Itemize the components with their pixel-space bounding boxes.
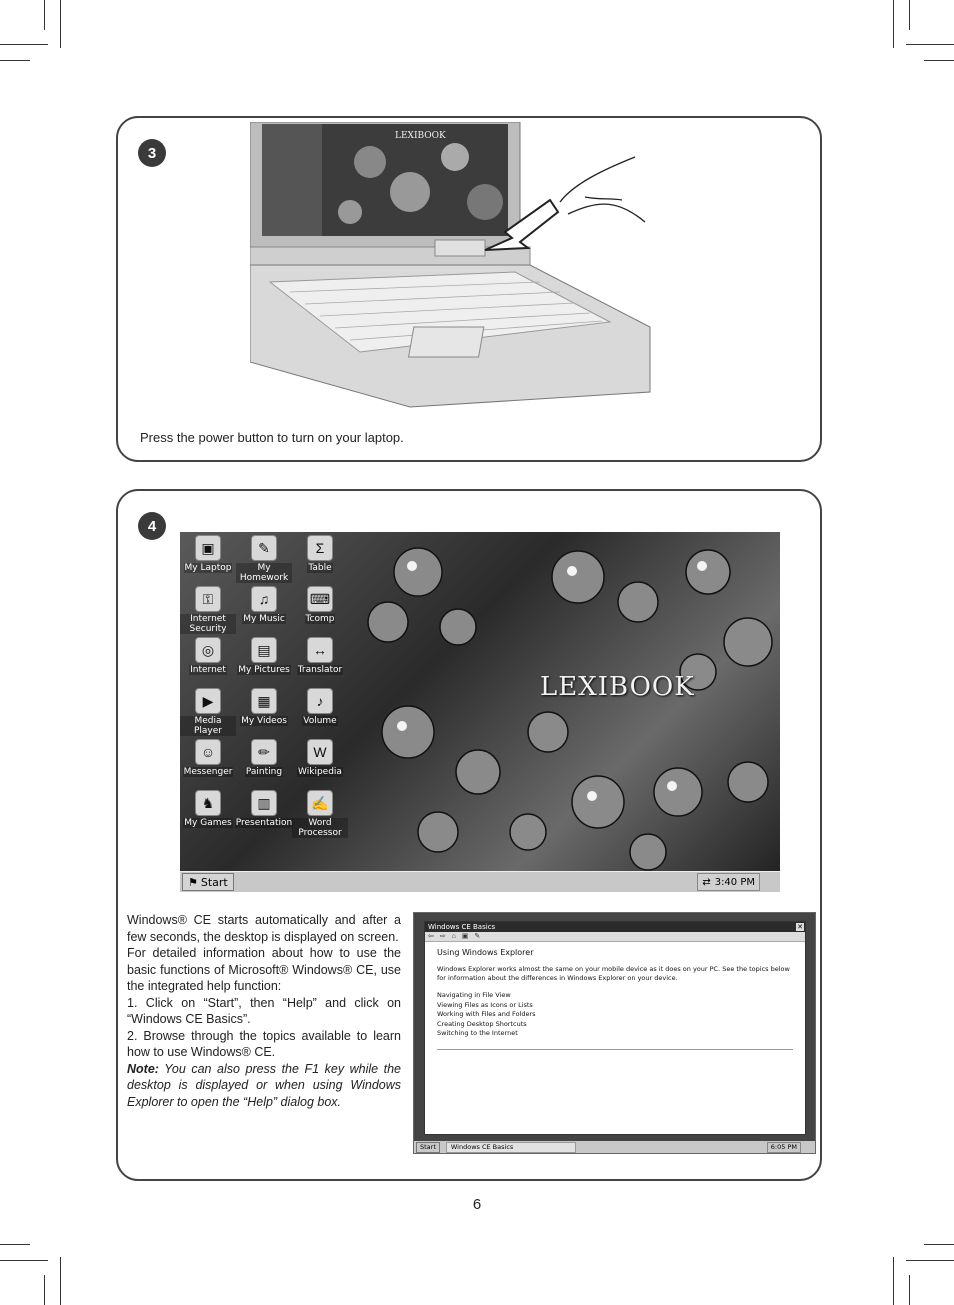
help-link[interactable]: Creating Desktop Shortcuts [437, 1019, 527, 1028]
desktop-icon-label: Presentation [235, 818, 293, 828]
music-icon: ♫ [251, 586, 277, 612]
crop-mark [0, 1260, 48, 1261]
help-intro: Windows Explorer works almost the same on your mobile device as it does on your PC. See the topics below for information about the differences in Windows Explorer on your device. [437, 965, 790, 982]
desktop-icon[interactable] [292, 532, 348, 583]
help-window [424, 921, 806, 1135]
brush-icon: ✏ [251, 739, 277, 765]
desktop-icon-label: Translator [297, 665, 343, 675]
translator-icon: ↔ [307, 637, 333, 663]
desktop-icon[interactable] [236, 634, 292, 685]
wikipedia-icon: W [307, 739, 333, 765]
paragraph: For detailed information about how to use the basic functions of Microsoft® Windows® CE, use the integrated help function: [127, 946, 401, 993]
help-window-titlebar [425, 922, 805, 932]
speaker-icon: ♪ [307, 688, 333, 714]
laptop-screen-brand: LEXIBOOK [395, 131, 446, 141]
desktop-icon-label: Messenger [183, 767, 233, 777]
desktop-icon-label: Internet Security [180, 614, 236, 634]
help-links [437, 991, 793, 1039]
help-taskbar [414, 1141, 815, 1153]
crop-mark [0, 60, 30, 61]
desktop-icon-label: Wikipedia [298, 767, 342, 777]
desktop-icon[interactable] [236, 736, 292, 787]
desktop-brand-logo: LEXIBOOK [540, 672, 695, 702]
desktop-icon[interactable] [292, 634, 348, 685]
page-number: 6 [472, 1196, 482, 1213]
desktop-screenshot [180, 532, 780, 892]
desktop-icon-label: Internet [190, 665, 226, 675]
paragraph: Windows® CE starts automatically and after a few seconds, the desktop is displayed on screen. [127, 913, 401, 944]
desktop-icon-label: My Pictures [238, 665, 290, 675]
crop-mark [909, 0, 910, 30]
desktop-icon-label: My Music [243, 614, 285, 624]
desktop-icon[interactable] [180, 787, 236, 838]
desktop-icon[interactable] [236, 583, 292, 634]
table-icon: Σ [307, 535, 333, 561]
desktop-icon-grid [180, 532, 348, 862]
step-4-panel [116, 489, 822, 1181]
clock: 3:40 PM [714, 876, 755, 888]
help-link[interactable]: Viewing Files as Icons or Lists [437, 1000, 533, 1009]
desktop-icon[interactable] [292, 787, 348, 838]
help-clock: 6:05 PM [767, 1142, 801, 1153]
note-label: Note: [127, 1061, 159, 1076]
note-text: You can also press the F1 key while the desktop is displayed or when using Windows Explorer to open the “Help” dialog box. [127, 1061, 401, 1109]
power-button-area [435, 240, 485, 256]
pictures-icon: ▤ [251, 637, 277, 663]
desktop-icon-label: Painting [245, 767, 283, 777]
desktop-icon[interactable] [292, 583, 348, 634]
desktop-icon[interactable] [292, 736, 348, 787]
help-toolbar[interactable]: ⇦ ⇨ ⌂ ▣ ✎ [425, 932, 805, 942]
homework-icon: ✎ [251, 535, 277, 561]
crop-mark [906, 44, 954, 45]
desktop-icon-label: Table [308, 563, 332, 573]
presentation-icon: ▥ [251, 790, 277, 816]
windows-flag-icon: ⚑ [188, 875, 198, 889]
help-heading: Using Windows Explorer [437, 948, 534, 957]
desktop-icon[interactable] [236, 532, 292, 583]
desktop-icon[interactable] [180, 736, 236, 787]
crop-mark [893, 1257, 894, 1305]
document-icon: ✍ [307, 790, 333, 816]
network-icon: ⇄ [702, 876, 711, 888]
instructions-text [127, 912, 401, 1110]
paragraph: 1. Click on “Start”, then “Help” and click on “Windows CE Basics”. [127, 995, 401, 1026]
help-link[interactable]: Navigating in File View [437, 991, 511, 999]
start-button[interactable] [182, 873, 234, 891]
desktop-icon[interactable] [180, 634, 236, 685]
start-label: Start [200, 875, 228, 889]
system-tray[interactable] [697, 873, 760, 891]
laptop-icon: ▣ [195, 535, 221, 561]
crop-mark [60, 1257, 61, 1305]
globe-icon: ◎ [195, 637, 221, 663]
note-paragraph [127, 1061, 401, 1111]
help-screenshot [413, 912, 816, 1154]
step-3-caption: Press the power button to turn on your laptop. [140, 430, 404, 445]
crop-mark [924, 60, 954, 61]
crop-mark [909, 1275, 910, 1305]
crop-mark [924, 1244, 954, 1245]
desktop-icon-label: Word Processor [292, 818, 348, 838]
paragraph: 2. Browse through the topics available to learn how to use Windows® CE. [127, 1028, 401, 1059]
crop-mark [0, 1244, 30, 1245]
desktop-icon-label: My Homework [236, 563, 292, 583]
help-task-button[interactable]: Windows CE Basics [446, 1142, 576, 1153]
help-link[interactable]: Switching to the Internet [437, 1029, 518, 1037]
divider [437, 1049, 793, 1050]
crop-mark [44, 0, 45, 30]
play-icon: ▶ [195, 688, 221, 714]
help-window-title: Windows CE Basics [428, 923, 496, 931]
desktop-icon-label: Media Player [180, 716, 236, 736]
step-3-panel [116, 116, 822, 462]
desktop-icon-label: My Laptop [184, 563, 232, 573]
step-3-badge: 3 [138, 139, 166, 167]
help-start-button[interactable]: Start [416, 1142, 440, 1153]
desktop-icon[interactable] [236, 787, 292, 838]
desktop-icon[interactable] [180, 532, 236, 583]
wallpaper [348, 532, 780, 872]
desktop-icon-label: Volume [303, 716, 337, 726]
messenger-icon: ☺ [195, 739, 221, 765]
crop-mark [0, 44, 48, 45]
desktop-icon[interactable] [180, 583, 236, 634]
close-icon[interactable]: ✕ [797, 923, 803, 931]
taskbar [180, 871, 780, 892]
desktop-icon-label: My Videos [241, 716, 287, 726]
laptop-illustration [250, 122, 670, 412]
calculator-icon: ⌨ [307, 586, 333, 612]
help-link[interactable]: Working with Files and Folders [437, 1010, 536, 1018]
step-4-badge: 4 [138, 512, 166, 540]
film-icon: ▦ [251, 688, 277, 714]
crop-mark [893, 0, 894, 48]
desktop-icon-label: Tcomp [305, 614, 335, 624]
desktop-icon[interactable] [180, 685, 236, 736]
desktop-icon[interactable] [236, 685, 292, 736]
games-icon: ♞ [195, 790, 221, 816]
lock-icon: ⚿ [195, 586, 221, 612]
desktop-icon[interactable] [292, 685, 348, 736]
crop-mark [60, 0, 61, 48]
crop-mark [44, 1275, 45, 1305]
desktop-icon-label: My Games [184, 818, 232, 828]
crop-mark [906, 1260, 954, 1261]
